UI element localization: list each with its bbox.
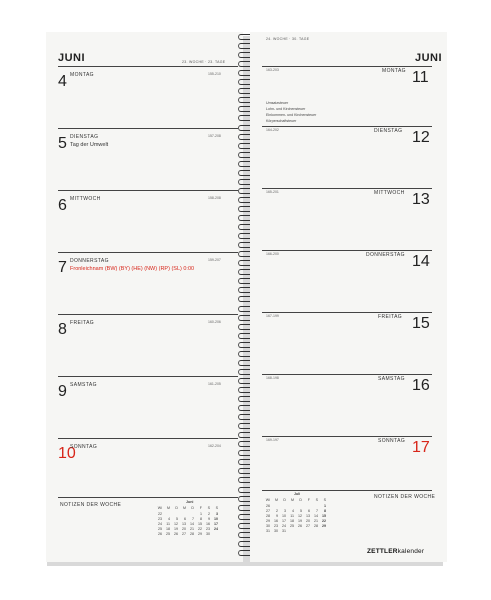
mini-calendar-head: D [191,506,194,510]
mini-calendar-day: 9 [276,514,278,518]
mini-calendar-day: 8 [324,509,326,513]
day-number: 14 [412,253,430,270]
tax-note-item: Umsatzsteuer [266,101,289,105]
mini-calendar-day: 20 [306,519,310,523]
mini-calendar-day: 29 [266,519,270,523]
mini-calendar-day: 10 [282,514,286,518]
mini-calendar-day: 13 [306,514,310,518]
mini-calendar-day: 30 [266,524,270,528]
mini-calendar-head: S [323,498,326,502]
day-count: 158-208 [208,196,221,200]
brand-bold: ZETTLER [367,548,398,555]
day-name: MITTWOCH [374,190,405,196]
mini-calendar-day: 6 [184,517,186,521]
mini-calendar-day: 12 [174,522,178,526]
mini-calendar-day: 31 [282,529,286,533]
mini-calendar-day: 7 [192,517,194,521]
day-entry: Fronleichnam (BW) (BY) (HE) (NW) (RP) (SL) 0:00 [70,266,195,272]
day-count: 159-207 [208,258,221,262]
day-name: DIENSTAG [70,134,99,140]
mini-calendar-day: 3 [284,509,286,513]
day-count: 169-197 [266,438,279,442]
left-notes-title: NOTIZEN DER WOCHE [60,502,122,508]
mini-calendar-day: 11 [290,514,294,518]
mini-calendar-day: 20 [182,527,186,531]
mini-calendar-head: M [291,498,294,502]
day-number: 16 [412,377,430,394]
day-name: FREITAG [378,314,403,320]
day-count: 155-210 [208,72,221,76]
day-count: 167-199 [266,314,279,318]
mini-calendar-head: M [183,506,186,510]
day-number: 9 [58,383,67,400]
mini-calendar-day: 1 [200,512,202,516]
mini-calendar-day: 23 [274,524,278,528]
day-number: 8 [58,321,67,338]
mini-calendar-head: S [215,506,218,510]
right-notes-rule [262,490,432,491]
mini-calendar-day: 27 [182,532,186,536]
mini-calendar-day: 26 [158,532,162,536]
mini-calendar-day: 30 [274,529,278,533]
mini-calendar-day: 23 [158,517,162,521]
mini-calendar-head: S [207,506,210,510]
day-count: 161-205 [208,382,221,386]
day-number: 4 [58,73,67,90]
mini-calendar-day: 29 [198,532,202,536]
mini-calendar-day: 2 [276,509,278,513]
mini-calendar-day: 13 [182,522,186,526]
day-rule [262,66,432,67]
left-month-header: JUNI [58,52,86,64]
mini-calendar-day: 17 [282,519,286,523]
day-name: SAMSTAG [378,376,405,382]
mini-calendar-day: 31 [266,529,270,533]
day-name: SONNTAG [378,438,406,444]
day-rule [262,188,432,189]
mini-calendar-day: 25 [166,532,170,536]
mini-calendar-head: F [199,506,202,510]
brand-logo [367,548,424,555]
mini-calendar-day: 26 [298,524,302,528]
day-name: MITTWOCH [70,196,101,202]
mini-calendar-day: 29 [322,524,326,528]
day-rule [58,314,238,315]
day-count: 168-198 [266,376,279,380]
mini-calendar-head: D [283,498,286,502]
mini-calendar-day: 19 [174,527,178,531]
mini-calendar-day: 15 [322,514,326,518]
mini-calendar-day: 4 [168,517,170,521]
day-count: 165-201 [266,190,279,194]
right-notes-title: NOTIZEN DER WOCHE [374,494,436,500]
mini-calendar-day: 24 [158,522,162,526]
mini-calendar-day: 22 [322,519,326,523]
day-number: 17 [412,439,430,456]
mini-calendar-head: Wi [265,498,270,502]
day-name: SONNTAG [70,444,98,450]
day-rule [262,250,432,251]
day-count: 163-203 [266,68,279,72]
mini-calendar-day: 5 [176,517,178,521]
day-name: DONNERSTAG [70,258,109,264]
day-rule [58,128,238,129]
left-page [46,32,243,562]
day-number: 7 [58,259,67,276]
mini-calendar-day: 19 [298,519,302,523]
mini-calendar-day: 10 [214,517,218,521]
tax-note-item: Einkommen- und Kirchensteuer [266,113,317,117]
left-week-info: 23. WOCHE · 23. TAGE [182,60,226,64]
mini-calendar-head: M [275,498,278,502]
day-number: 6 [58,197,67,214]
left-notes-rule [58,497,238,498]
day-name: FREITAG [70,320,95,326]
day-name: DONNERSTAG [366,252,405,258]
mini-calendar-head: S [315,498,318,502]
day-rule [262,312,432,313]
mini-calendar-day: 16 [274,519,278,523]
day-count: 164-202 [266,128,279,132]
day-count: 157-208 [208,134,221,138]
right-week-info: 24. WOCHE · 30. TAGE [266,37,310,41]
mini-calendar-day: 25 [290,524,294,528]
day-count: 166-200 [266,252,279,256]
mini-calendar-day: 16 [206,522,210,526]
mini-calendar-day: 1 [324,504,326,508]
mini-calendar-day: 30 [206,532,210,536]
mini-calendar-day: 3 [216,512,218,516]
mini-calendar-head: Wi [157,506,162,510]
mini-calendar-head: D [299,498,302,502]
mini-calendar-day: 6 [308,509,310,513]
day-rule [262,126,432,127]
mini-calendar-day: 11 [166,522,170,526]
mini-calendar-day: 28 [190,532,194,536]
mini-calendar-day: 23 [206,527,210,531]
day-name: MONTAG [382,68,406,74]
mini-calendar-day: 14 [314,514,318,518]
mini-calendar-head: D [175,506,178,510]
brand-light: kalender [397,548,425,555]
day-name: MONTAG [70,72,94,78]
mini-calendar-day: 21 [190,527,194,531]
mini-calendar-day: 24 [282,524,286,528]
mini-calendar-day: 14 [190,522,194,526]
mini-calendar-day: 21 [314,519,318,523]
day-count: 162-204 [208,444,221,448]
mini-calendar-day: 15 [198,522,202,526]
day-number: 5 [58,135,67,152]
mini-calendar-day: 24 [214,527,218,531]
mini-calendar-day: 27 [306,524,310,528]
day-rule [262,436,432,437]
day-rule [262,374,432,375]
mini-calendar-day: 26 [266,504,270,508]
day-number: 15 [412,315,430,332]
mini-calendar-day: 2 [208,512,210,516]
day-name: DIENSTAG [374,128,403,134]
mini-calendar-head: M [167,506,170,510]
day-number: 10 [58,445,76,462]
mini-calendar-day: 22 [158,512,162,516]
mini-calendar-title: Juni [186,500,194,504]
mini-calendar-title: Juli [294,492,301,496]
mini-calendar-day: 28 [314,524,318,528]
day-number: 12 [412,129,430,146]
day-number: 13 [412,191,430,208]
mini-calendar-day: 18 [166,527,170,531]
mini-calendar-head: F [307,498,310,502]
mini-calendar-day: 8 [200,517,202,521]
day-entry: Tag der Umwelt [70,142,109,148]
mini-calendar-day: 17 [214,522,218,526]
tax-note-item: Körperschaftsteuer [266,119,297,123]
tax-notes [266,100,316,124]
mini-calendar-day: 25 [158,527,162,531]
day-rule [58,66,238,67]
mini-calendar-day: 28 [266,514,270,518]
mini-calendar-day: 26 [174,532,178,536]
mini-calendar-day: 18 [290,519,294,523]
mini-calendar-day: 22 [198,527,202,531]
tax-note-item: Lohn- und Kirchensteuer [266,107,306,111]
day-rule [58,190,238,191]
mini-calendar-day: 9 [208,517,210,521]
mini-calendar-day: 27 [266,509,270,513]
mini-calendar-day: 12 [298,514,302,518]
day-rule [58,438,238,439]
day-count: 160-206 [208,320,221,324]
mini-calendar-day: 5 [300,509,302,513]
day-number: 11 [412,69,429,86]
right-month-header: JUNI [415,52,443,64]
day-rule [58,376,238,377]
mini-calendar-day: 4 [292,509,294,513]
day-rule [58,252,238,253]
mini-calendar-day: 7 [316,509,318,513]
day-name: SAMSTAG [70,382,97,388]
